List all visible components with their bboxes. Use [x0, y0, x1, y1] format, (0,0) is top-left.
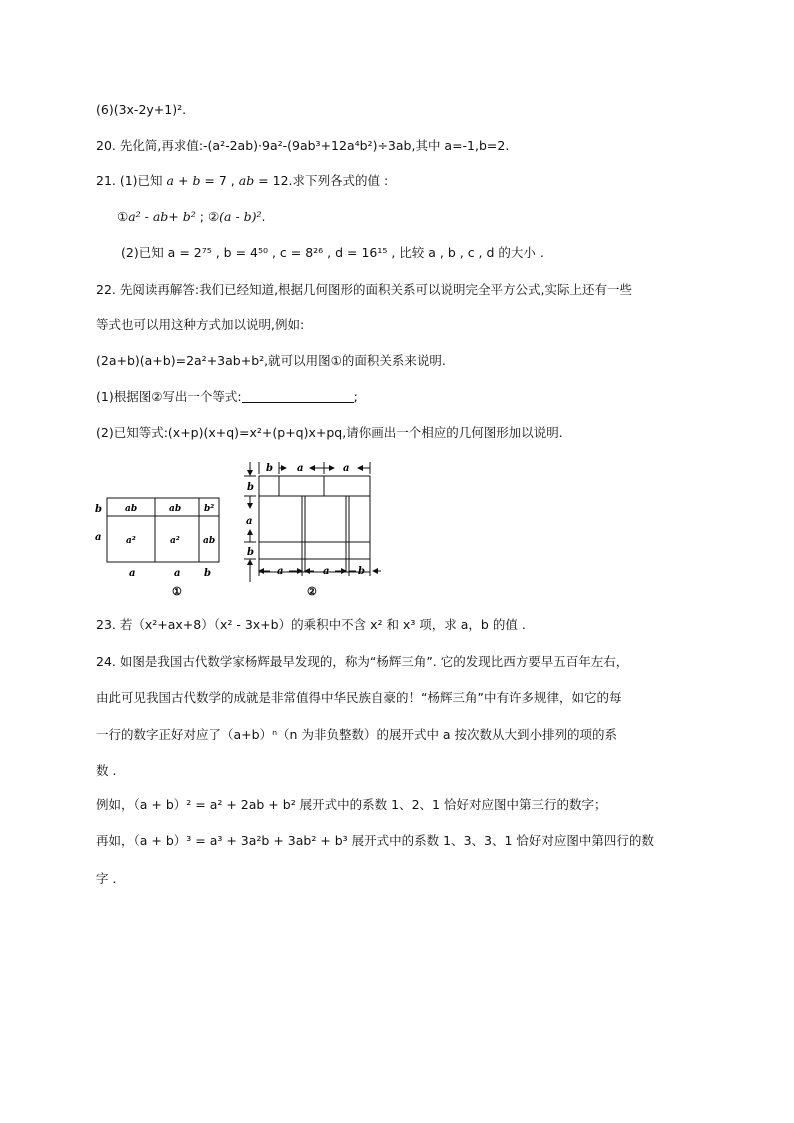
- answer-blank[interactable]: [242, 390, 354, 403]
- figure-2: [240, 456, 390, 602]
- q21-part2: (2)已知 a = 2⁷⁵ , b = 4⁵⁰ , c = 8²⁶ , d = 16¹⁵ , 比较 a , b , c , d 的大小 .: [121, 245, 544, 260]
- q21-head: 21. (1)已知: [96, 173, 167, 188]
- fig1-col-label-a-1: a: [129, 568, 136, 579]
- q21-eq7: = 7 ,: [200, 173, 239, 188]
- fig1-cell-ab-1: ab: [125, 504, 138, 514]
- q24-line6: 再如，（a + b）³ = a³ + 3a²b + 3ab² + b³ 展开式中的系数 1、3、3、1 恰好对应图中第四行的数: [96, 833, 654, 848]
- q21-var-a: a: [166, 173, 174, 188]
- fig1-col-label-a-2: a: [174, 568, 181, 579]
- fig1-cell-a2-2: a²: [170, 536, 180, 546]
- fig2-caption: ②: [307, 585, 317, 598]
- q22-line1: 22. 先阅读再解答:我们已经知道,根据几何图形的面积关系可以说明完全平方公式,实际上还有一些: [96, 282, 633, 297]
- fig2-bottom-label-a-2: a: [323, 566, 330, 577]
- fig1-col-label-b: b: [204, 568, 211, 579]
- q21-eq12: = 12.求下列各式的值 :: [254, 173, 389, 188]
- q24-line3: 一行的数字正好对应了（a+b）ⁿ（n 为非负整数）的展开式中 a 按次数从大到小排列的项的系: [96, 727, 618, 742]
- fig2-left-label-b-2: b: [247, 547, 254, 558]
- fig1-row-label-a: a: [95, 532, 102, 543]
- q20-text: 20. 先化简,再求值:-(a²-2ab)·9a²-(9ab³+12a⁴b²)÷3ab,其中 a=-1,b=2.: [96, 138, 510, 153]
- q21-var-b: b: [192, 173, 201, 188]
- q21-part1: [96, 172, 388, 190]
- q21-item-sep: ; ②: [195, 209, 220, 224]
- q24-line1: 24. 如图是我国古代数学家杨辉最早发现的，称为“杨辉三角”. 它的发现比西方要早五百年左右，: [96, 654, 629, 669]
- fig2-left-label-b-1: b: [247, 482, 254, 493]
- q24-line4: 数 .: [96, 763, 117, 778]
- fig2-bottom-label-a-1: a: [277, 566, 284, 577]
- q21-plus: +: [177, 173, 193, 188]
- q22-part1-end: ;: [353, 389, 358, 404]
- q21-var-ab: ab: [238, 173, 255, 188]
- figure-1: [86, 492, 236, 608]
- fig2-top-label-a-2: a: [343, 463, 350, 474]
- fig1-cell-ab-3: ab: [203, 536, 216, 546]
- fig2-top-label-b: b: [266, 463, 273, 474]
- fig2-bottom-label-b: b: [358, 566, 365, 577]
- q21-items: [117, 208, 266, 226]
- fig1-cell-ab-2: ab: [169, 504, 182, 514]
- fig2-top-label-a-1: a: [297, 463, 304, 474]
- q19-part6: (6)(3x-2y+1)².: [96, 102, 187, 117]
- q22-line2: 等式也可以用这种方式加以说明,例如:: [96, 317, 305, 332]
- fig1-cell-b2: b²: [204, 504, 215, 514]
- fig1-row-label-b: b: [95, 504, 102, 515]
- q21-item1-expr: a² - ab+ b²: [128, 209, 196, 224]
- fig2-left-label-a: a: [246, 516, 253, 527]
- q23-text: 23. 若（x²+ax+8）（x² - 3x+b）的乘积中不含 x² 和 x³ 项，求 a，b 的值 .: [96, 617, 526, 632]
- q24-line7: 字 .: [96, 871, 117, 886]
- q21-item2-end: .: [261, 209, 266, 224]
- q22-line3: (2a+b)(a+b)=2a²+3ab+b²,就可以用图①的面积关系来说明.: [96, 353, 446, 368]
- fig1-caption: ①: [172, 585, 182, 598]
- q22-line4: [96, 388, 358, 406]
- q21-item1-mark: ①: [117, 209, 129, 224]
- q24-line5: 例如，（a + b）² = a² + 2ab + b² 展开式中的系数 1、2、1 恰好对应图中第三行的数字；: [96, 797, 607, 812]
- fig1-cell-a2-1: a²: [126, 536, 136, 546]
- q22-line5: (2)已知等式:(x+p)(x+q)=x²+(p+q)x+pq,请你画出一个相应的几何图形加以说明.: [96, 425, 563, 440]
- q22-part1-prompt: (1)根据图②写出一个等式:: [96, 389, 242, 404]
- q24-line2: 由此可见我国古代数学的成就是非常值得中华民族自豪的！“杨辉三角”中有许多规律，如它的每: [96, 690, 622, 705]
- q21-item2-expr: (a - b)²: [219, 209, 262, 224]
